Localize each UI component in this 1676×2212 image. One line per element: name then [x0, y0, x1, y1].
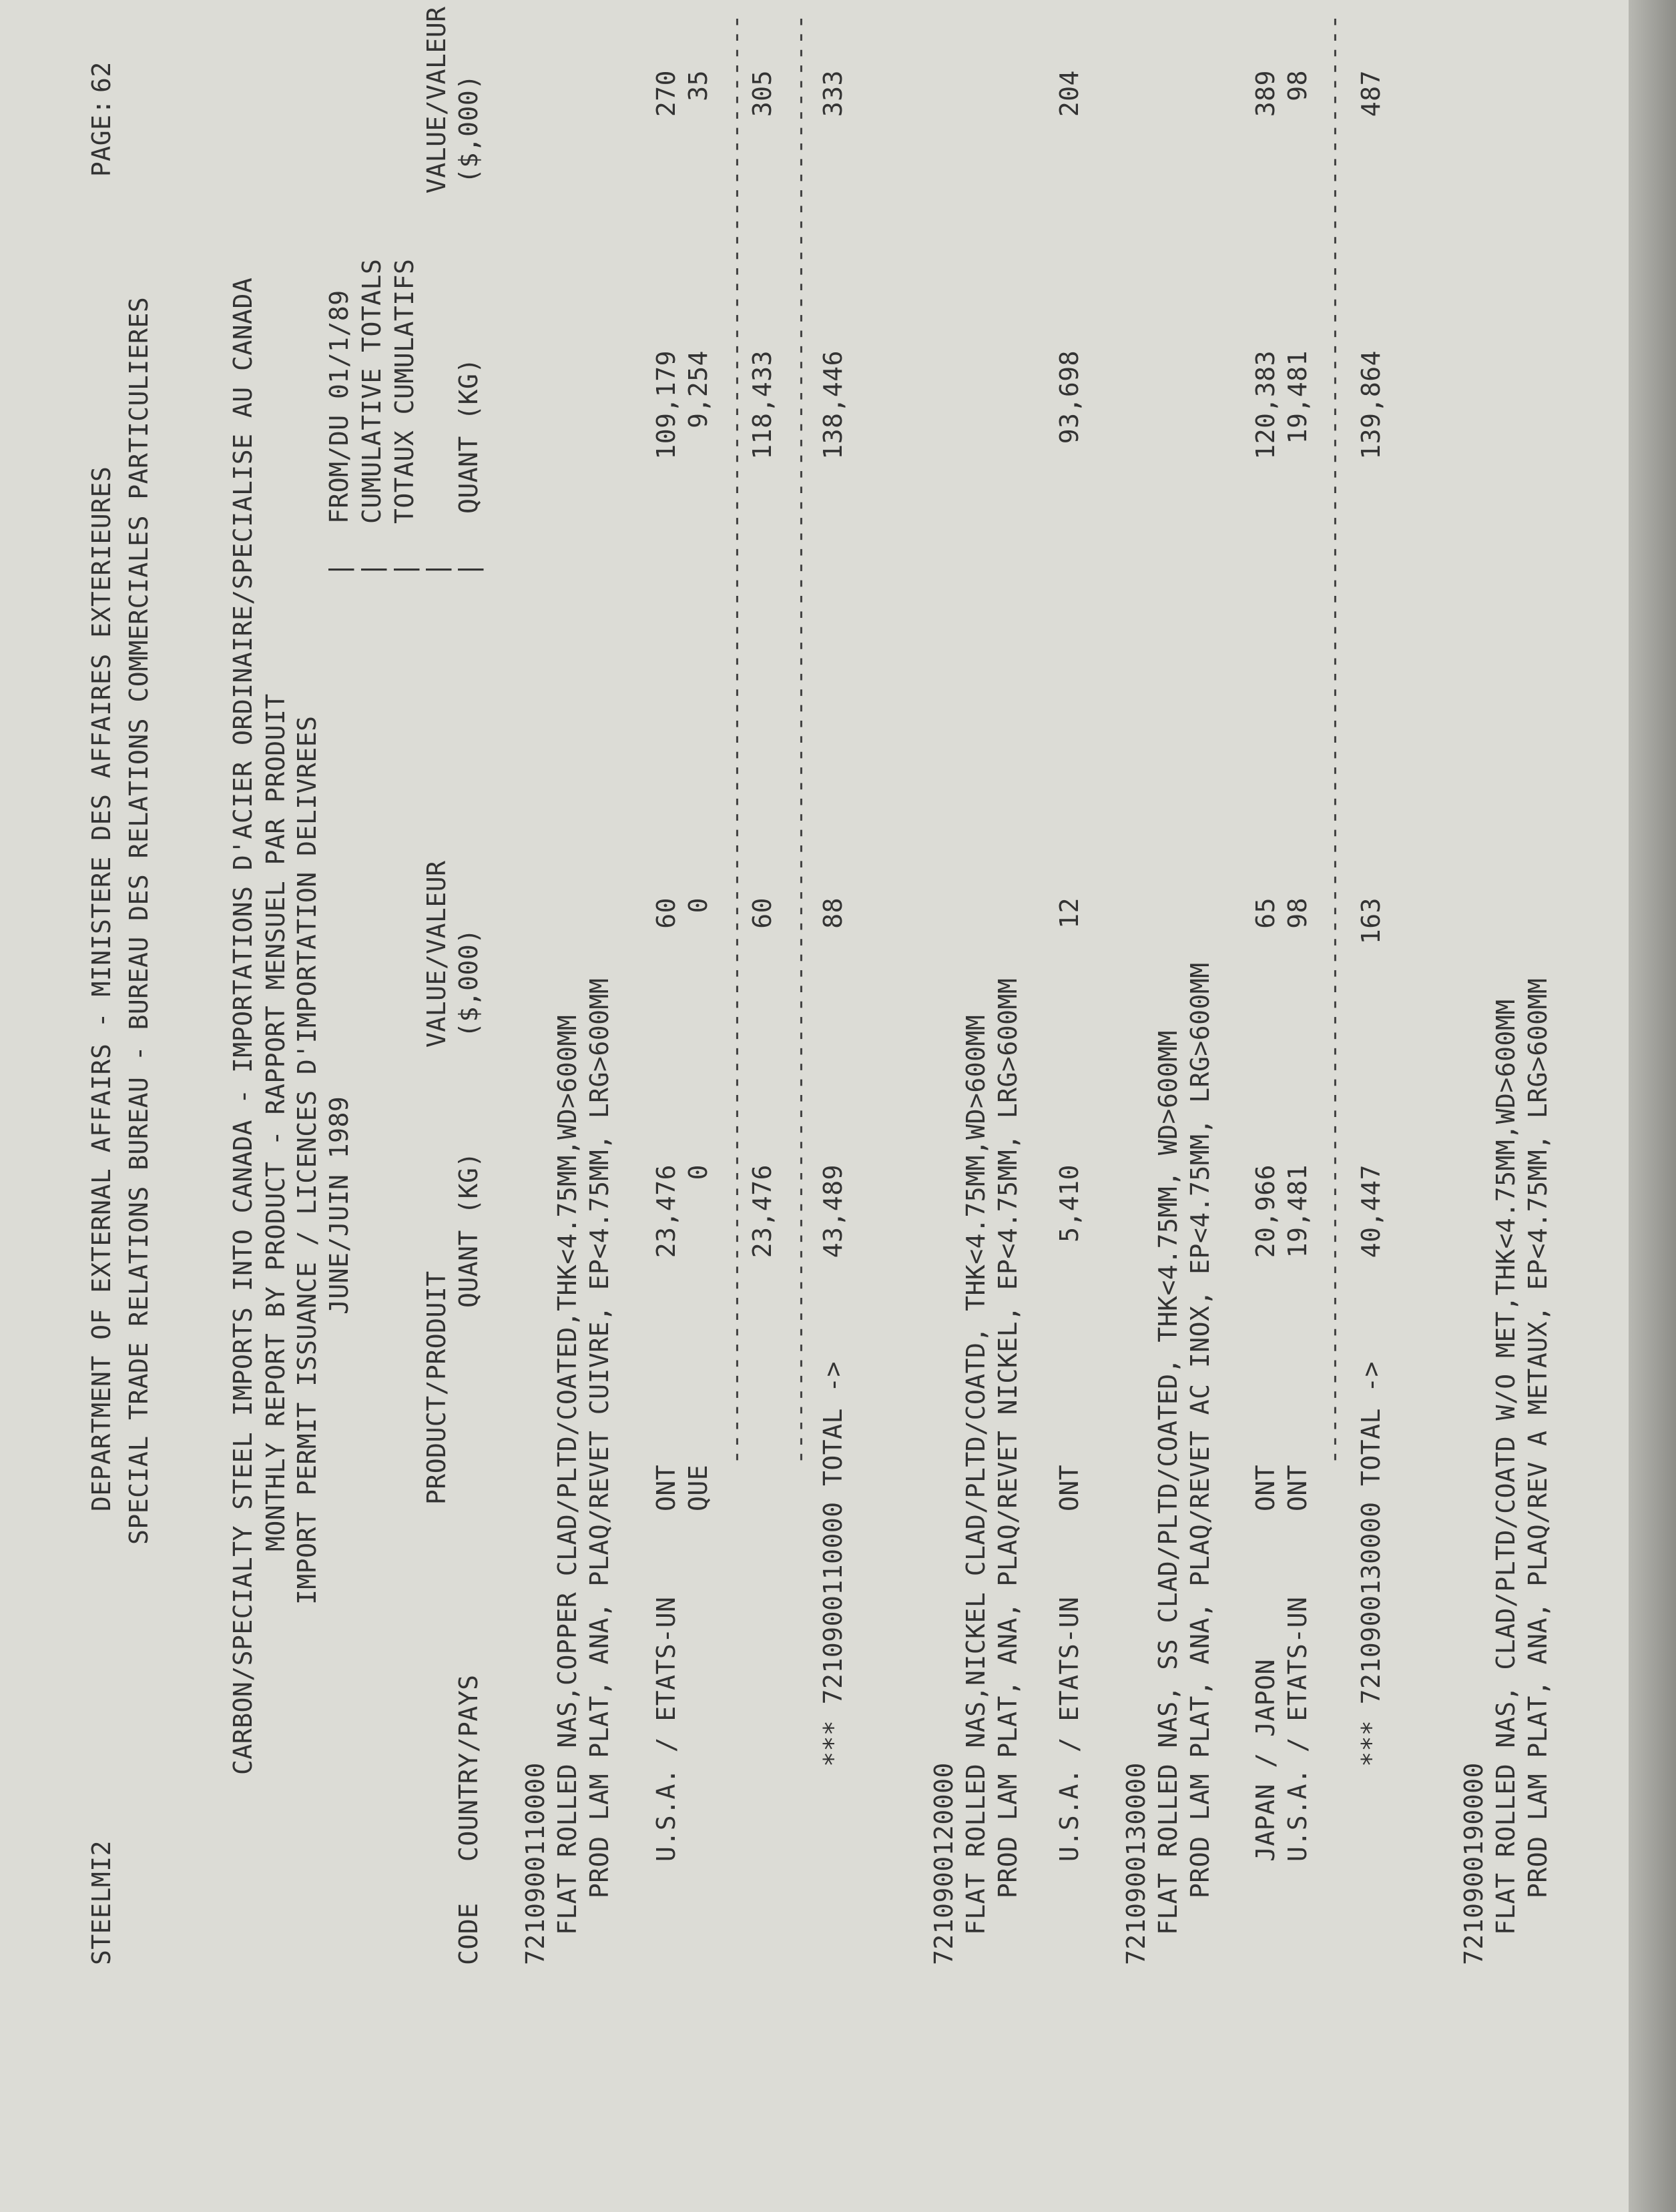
col-product-header: PRODUCT/PRODUIT: [422, 1270, 451, 1505]
s1-row2-value: 0: [683, 897, 713, 913]
s1-row2-cum-quant: 9,254: [683, 350, 713, 428]
s1-subtotal-quant: 23,476: [748, 1164, 777, 1258]
s1-subtotal-cum-quant: 118,433: [748, 350, 777, 460]
section-3-code: 7210900130000: [1121, 1762, 1151, 1965]
section-4-desc-en: FLAT ROLLED NAS, CLAD/PLTD/COATD W/O MET,THK<4.75MM,WD>600MM: [1491, 999, 1520, 1935]
title-line-2: MONTHLY REPORT BY PRODUCT - RAPPORT MENSUEL PAR PRODUIT: [261, 693, 290, 1551]
s3-row2-value: 98: [1283, 897, 1312, 929]
section-1-desc-fr: PROD LAM PLAT, ANA, PLAQ/REVET CUIVRE, EP<4.75MM, LRG>600MM: [585, 978, 614, 1898]
s2-row1-cum-value: 204: [1055, 70, 1084, 117]
s2-row1-country: U.S.A. / ETATS-UN: [1055, 1596, 1084, 1862]
col-country-header: COUNTRY/PAYS: [454, 1674, 483, 1862]
section-1-desc-en: FLAT ROLLED NAS,COPPER CLAD/PLTD/COATED,THK<4.75MM,WD>600MM: [553, 1014, 582, 1935]
s2-row1-cum-quant: 93,698: [1055, 350, 1084, 444]
s3-row1-prov: ONT: [1251, 1464, 1280, 1511]
report-sheet: STEELMI2 DEPARTMENT OF EXTERNAL AFFAIRS - MINISTERE DES AFFAIRES EXTERIEURES SPECIAL TRADE RELATIONS BUREAU - BUREAU DES RELATIONS COMMERCIALES PARTICULIERES PAGE: 62 CARBON/SPECIALTY STEEL IMPORTS INTO CANADA - IMPORTATIONS D'ACIER ORDINAIRE/SPECIALISE AU CANADA MONTHLY REPORT BY PRODUCT - RAPPORT MENSUEL PAR PRODUIT IMPORT PERMIT ISSUANCE / LICENCES D'IMPORTATION DELIVREES JUNE/JUIN 1989 FROM/DU 01/1/89 CUMULATIVE TOTALS TOTAUX CUMULATIFS | | | | VALUE/VALEUR | VALUE/VALEUR PRODUCT/PRODUIT CODE COUNTRY/PAYS QUANT (KG) ($,000) QUANT (KG) ($,000) 7210900110000 FLAT ROLLED NAS,COPPER CLAD/PLTD/COATED,THK<4.75MM,WD>600MM PROD LAM PLAT, ANA, PLAQ/REVET CUIVRE, EP<4.75MM, LRG>600MM U.S.A. / ETATS-UN ONT 23,476 60 109,179 270 QUE 0 0 9,254 35 --------------------------------------------------------------------------------------------- 23,476 60 118,433 305 --------------------------------------------------------------------------------------------- *** 7210900110000 TOTAL -> 43,489 88 138,446 333 7210900120000 FLAT ROLLED NAS,NICKEL CLAD/PLTD/COATD, THK<4.75MM,WD>600MM PROD LAM PLAT, ANA, PLAQ/REVET NICKEL, EP<4.75MM, LRG>600MM U.S.A. / ETATS-UN ONT 5,410 12 93,698 204 7210900130000 FLAT ROLLED NAS, SS CLAD/PLTD/COATED, THK<4.75MM, WD>600MM PROD LAM PLAT, ANA, PLAQ/REVET AC INOX, EP<4.75MM, LRG>600MM JAPAN / JAPON ONT 20,966 65 120,383 389 U.S.A. / ETATS-UN ONT 19,481 98 19,481 98 --------------------------------------------------------------------------------------------- *** 7210900130000 TOTAL -> 40,447 163 139,864 487 7210900190000 FLAT ROLLED NAS, CLAD/PLTD/COATD W/O MET,THK<4.75MM,WD>600MM PROD LAM PLAT, ANA, PLAQ/REV A METAUX, EP<4.75MM, LRG>600MM: [87, 6, 1553, 1965]
s2-row1-prov: ONT: [1055, 1464, 1084, 1511]
section-4-code: 7210900190000: [1459, 1762, 1488, 1965]
s1-row2-cum-value: 35: [683, 70, 713, 101]
s1-row1-country: U.S.A. / ETATS-UN: [651, 1596, 681, 1862]
s3-row2-cum-value: 98: [1283, 70, 1312, 101]
section-2-desc-fr: PROD LAM PLAT, ANA, PLAQ/REVET NICKEL, EP<4.75MM, LRG>600MM: [993, 978, 1023, 1898]
s1-row1-prov: ONT: [651, 1464, 681, 1511]
page-number: 62: [87, 61, 116, 93]
section-1-code: 7210900110000: [521, 1762, 550, 1965]
s3-row1-value: 65: [1251, 897, 1280, 929]
s1-divider-2: ---------------------------------------------------------------------------------------------: [785, 13, 814, 1465]
s1-row1-cum-quant: 109,179: [651, 350, 681, 460]
section-4-desc-fr: PROD LAM PLAT, ANA, PLAQ/REV A METAUX, EP<4.75MM, LRG>600MM: [1523, 978, 1553, 1898]
s1-divider: ---------------------------------------------------------------------------------------------: [721, 13, 750, 1465]
title-line-4: JUNE/JUIN 1989: [324, 1096, 354, 1315]
col-value-unit: ($,000): [454, 928, 483, 1038]
s3-total-label: *** 7210900130000 TOTAL ->: [1356, 1361, 1386, 1767]
s3-row2-quant: 19,481: [1283, 1164, 1312, 1258]
s1-total-quant: 43,489: [818, 1164, 848, 1258]
col-quant-header: QUANT (KG): [454, 1152, 483, 1308]
s1-total-cum-quant: 138,446: [818, 350, 848, 460]
page-label: PAGE:: [87, 99, 116, 177]
s1-subtotal-cum-value: 305: [748, 70, 777, 117]
s1-total-cum-value: 333: [818, 70, 848, 117]
title-line-1: CARBON/SPECIALTY STEEL IMPORTS INTO CANADA - IMPORTATIONS D'ACIER ORDINAIRE/SPECIALISE AU CANADA: [228, 277, 258, 1775]
s1-row2-prov: QUE: [683, 1464, 713, 1511]
title-line-3: IMPORT PERMIT ISSUANCE / LICENCES D'IMPORTATION DELIVREES: [292, 715, 322, 1605]
s3-row2-prov: ONT: [1283, 1464, 1312, 1511]
cum-totals-en: CUMULATIVE TOTALS: [357, 258, 386, 524]
bureau-line: SPECIAL TRADE RELATIONS BUREAU - BUREAU DES RELATIONS COMMERCIALES PARTICULIERES: [124, 296, 154, 1545]
s1-subtotal-value: 60: [748, 897, 777, 929]
dept-line: DEPARTMENT OF EXTERNAL AFFAIRS - MINISTERE DES AFFAIRES EXTERIEURES: [87, 466, 116, 1511]
section-2-code: 7210900120000: [929, 1762, 958, 1965]
s1-total-label: *** 7210900110000 TOTAL ->: [818, 1361, 848, 1767]
s3-row2-cum-quant: 19,481: [1283, 350, 1312, 444]
cum-totals-fr: TOTAUX CUMULATIFS: [390, 258, 419, 524]
s3-total-cum-quant: 139,864: [1356, 350, 1386, 460]
s3-total-cum-value: 487: [1356, 70, 1386, 117]
s1-row2-quant: 0: [683, 1164, 713, 1180]
col-code-header: CODE: [454, 1902, 483, 1965]
report-id: STEELMI2: [87, 1840, 116, 1965]
cum-from: FROM/DU 01/1/89: [324, 290, 354, 524]
s3-row1-cum-value: 389: [1251, 70, 1280, 117]
section-2-desc-en: FLAT ROLLED NAS,NICKEL CLAD/PLTD/COATD, THK<4.75MM,WD>600MM: [961, 1014, 991, 1935]
s3-row1-cum-quant: 120,383: [1251, 350, 1280, 460]
col-cum-quant-header: QUANT (KG): [454, 358, 483, 514]
col-cum-value-header: VALUE/VALEUR: [422, 6, 451, 194]
s2-row1-value: 12: [1055, 897, 1084, 929]
s2-row1-quant: 5,410: [1055, 1164, 1084, 1242]
s1-row1-value: 60: [651, 897, 681, 929]
s3-row2-country: U.S.A. / ETATS-UN: [1283, 1596, 1312, 1862]
s1-row1-quant: 23,476: [651, 1164, 681, 1258]
section-3-desc-fr: PROD LAM PLAT, ANA, PLAQ/REVET AC INOX, EP<4.75MM, LRG>600MM: [1185, 962, 1215, 1898]
s3-total-quant: 40,447: [1356, 1164, 1386, 1258]
col-cum-value-unit: ($,000): [454, 74, 483, 183]
col-value-header: VALUE/VALEUR: [422, 860, 451, 1048]
section-3-desc-en: FLAT ROLLED NAS, SS CLAD/PLTD/COATED, THK<4.75MM, WD>600MM: [1153, 1030, 1183, 1935]
s3-row1-quant: 20,966: [1251, 1164, 1280, 1258]
s1-row1-cum-value: 270: [651, 70, 681, 117]
s3-divider: ---------------------------------------------------------------------------------------------: [1319, 13, 1348, 1465]
paper-edge-shadow: [1629, 0, 1676, 2212]
s1-total-value: 88: [818, 897, 848, 929]
s3-row1-country: JAPAN / JAPON: [1251, 1659, 1280, 1862]
s3-total-value: 163: [1356, 897, 1386, 945]
